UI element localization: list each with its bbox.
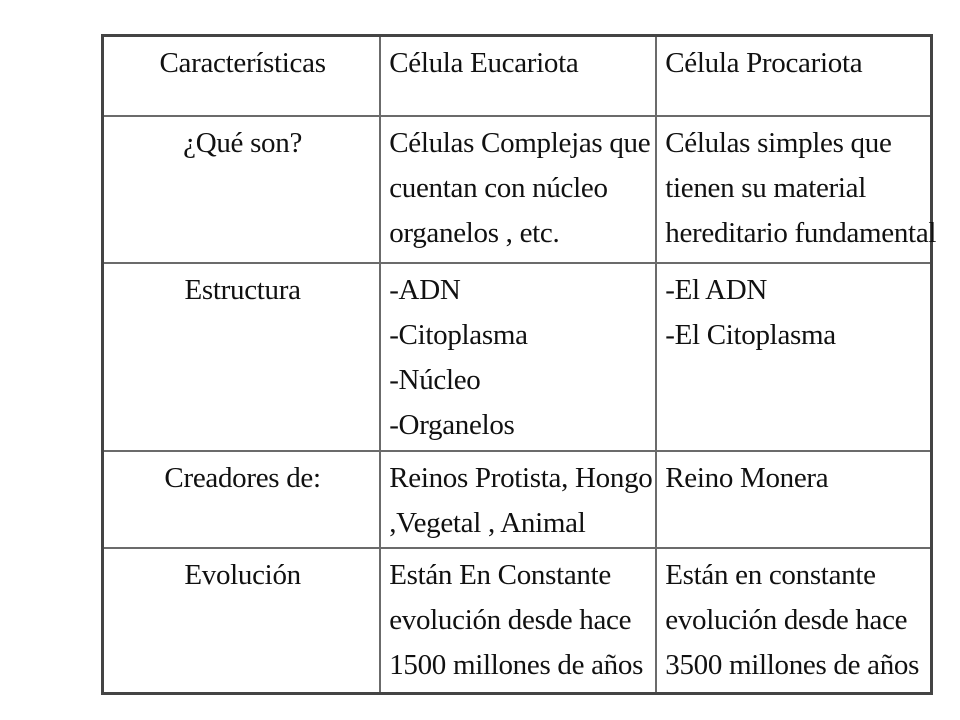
procariota-cell	[656, 263, 931, 451]
cell-line: -Núcleo	[389, 363, 481, 396]
row-label: Estructura	[103, 263, 381, 451]
cell-line: tienen su material	[665, 171, 866, 204]
row-label: Creadores de:	[103, 451, 381, 548]
cell-line: Reino Monera	[665, 461, 829, 494]
table-row	[103, 263, 932, 451]
cell-line: -ADN	[389, 273, 461, 306]
table-row	[103, 116, 932, 263]
cell-line: 3500 millones de años	[665, 648, 920, 681]
cell-line: Células simples que	[665, 126, 892, 159]
cell-line: Están En Constante	[389, 558, 611, 591]
row-label: ¿Qué son?	[103, 116, 381, 263]
cell-line: cuentan con núcleo	[389, 171, 608, 204]
cell-line: Células Complejas que	[389, 126, 651, 159]
row-label: Evolución	[103, 548, 381, 694]
header-caracteristicas: Características	[103, 36, 381, 116]
table-row	[103, 548, 932, 694]
cell-line: -Citoplasma	[389, 318, 528, 351]
table-header-row	[103, 36, 932, 116]
cell-line: -El ADN	[665, 273, 768, 306]
cell-line: organelos , etc.	[389, 216, 560, 249]
cell-line: 1500 millones de años	[389, 648, 644, 681]
cell-line: hereditario fundamental	[665, 216, 937, 249]
cell-line: ,Vegetal , Animal	[389, 506, 586, 539]
cell-line: -Organelos	[389, 408, 515, 441]
cell-line: Están en constante	[665, 558, 876, 591]
procariota-cell	[656, 116, 937, 263]
procariota-cell	[656, 548, 931, 694]
table-row	[103, 451, 932, 548]
procariota-cell	[656, 451, 931, 548]
eucariota-cell	[380, 548, 656, 694]
eucariota-cell	[380, 263, 656, 451]
header-celula-procariota: Célula Procariota	[656, 36, 931, 116]
eucariota-cell	[380, 451, 656, 548]
cell-line: Reinos Protista, Hongo	[389, 461, 653, 494]
eucariota-cell	[380, 116, 656, 263]
header-celula-eucariota: Célula Eucariota	[380, 36, 656, 116]
cell-line: -El Citoplasma	[665, 318, 836, 351]
cell-line: evolución desde hace	[665, 603, 908, 636]
comparison-table-container	[101, 34, 937, 692]
cell-line: evolución desde hace	[389, 603, 632, 636]
comparison-table	[101, 34, 937, 695]
